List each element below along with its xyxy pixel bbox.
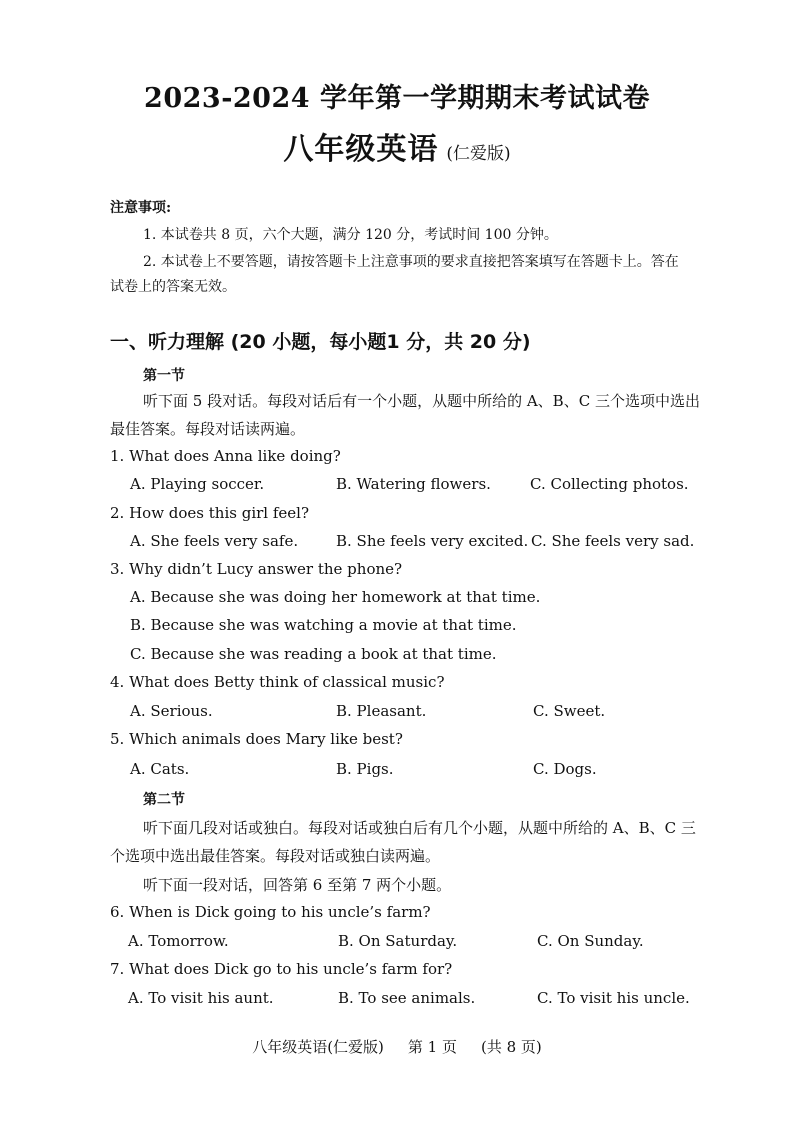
edition-label: (仁爱版) <box>446 144 511 164</box>
question-1: 1. What does Anna like doing? <box>110 447 341 465</box>
question-2: 2. How does this girl feel? <box>110 504 310 522</box>
question-2-option-a: A. She feels very safe. <box>130 532 299 550</box>
question-7-option-b: B. To see animals. <box>338 989 476 1007</box>
question-7-option-a: A. To visit his aunt. <box>128 989 274 1007</box>
question-1-option-b: B. Watering flowers. <box>336 475 491 493</box>
question-3-option-a: A. Because she was doing her homework at that time. <box>130 588 541 606</box>
question-6-option-c: C. On Sunday. <box>537 932 644 950</box>
question-6: 6. When is Dick going to his uncle’s farm? <box>110 903 431 921</box>
part-1-label: 第一节 <box>143 368 185 384</box>
part-2-label: 第二节 <box>143 792 185 808</box>
part-1-instruction-line-2: 最佳答案。每段对话读两遍。 <box>110 420 306 438</box>
footer-subject: 八年级英语(仁爱版) <box>252 1038 384 1056</box>
part-2-instruction-line-1: 听下面几段对话或独白。每段对话或独白后有几个小题，从题中所给的 A、B、C 三 <box>143 819 696 837</box>
question-7-option-c: C. To visit his uncle. <box>537 989 690 1007</box>
part-2-instruction-line-2: 个选项中选出最佳答案。每段对话或独白读两遍。 <box>110 847 441 865</box>
question-4: 4. What does Betty think of classical music? <box>110 673 445 691</box>
question-6-option-b: B. On Saturday. <box>338 932 458 950</box>
question-5-option-a: A. Cats. <box>130 760 190 778</box>
part-1-instruction-line-1: 听下面 5 段对话。每段对话后有一个小题，从题中所给的 A、B、C 三个选项中选出 <box>143 392 700 410</box>
question-5-option-c: C. Dogs. <box>533 760 597 778</box>
notice-item-1: 1. 本试卷共 8 页，六个大题，满分 120 分，考试时间 100 分钟。 <box>143 227 558 243</box>
section-1-heading: 一、听力理解 (20 小题，每小题1 分，共 20 分) <box>110 331 531 353</box>
notice-label: 注意事项: <box>110 200 172 216</box>
question-7: 7. What does Dick go to his uncle’s farm for? <box>110 960 453 978</box>
question-2-option-b: B. She feels very excited. <box>336 532 529 550</box>
question-4-option-b: B. Pleasant. <box>336 702 427 720</box>
question-4-option-c: C. Sweet. <box>533 702 606 720</box>
question-4-option-a: A. Serious. <box>130 702 213 720</box>
question-5: 5. Which animals does Mary like best? <box>110 730 403 748</box>
footer-total-pages: (共 8 页) <box>481 1038 542 1056</box>
question-1-option-a: A. Playing soccer. <box>130 475 265 493</box>
subject-name: 八年级英语 <box>283 132 439 167</box>
question-3-option-c: C. Because she was reading a book at that time. <box>130 645 497 663</box>
footer-page-number: 第 1 页 <box>407 1038 457 1056</box>
notice-item-2-line-1: 2. 本试卷上不要答题，请按答题卡上注意事项的要求直接把答案填写在答题卡上。答在 <box>143 254 679 270</box>
notice-item-2-line-2: 试卷上的答案无效。 <box>110 279 236 295</box>
page-footer <box>0 1036 794 1057</box>
question-2-option-c: C. She feels very sad. <box>531 532 695 550</box>
question-5-option-b: B. Pigs. <box>336 760 394 778</box>
question-6-option-a: A. Tomorrow. <box>128 932 229 950</box>
subject-title <box>0 124 794 168</box>
part-2-sub-instruction: 听下面一段对话，回答第 6 至第 7 两个小题。 <box>143 876 452 894</box>
question-3: 3. Why didn’t Lucy answer the phone? <box>110 560 403 578</box>
question-3-option-b: B. Because she was watching a movie at that time. <box>130 616 517 634</box>
exam-title: 2023-2024 学年第一学期期末考试试卷 <box>144 83 650 114</box>
question-1-option-c: C. Collecting photos. <box>530 475 689 493</box>
